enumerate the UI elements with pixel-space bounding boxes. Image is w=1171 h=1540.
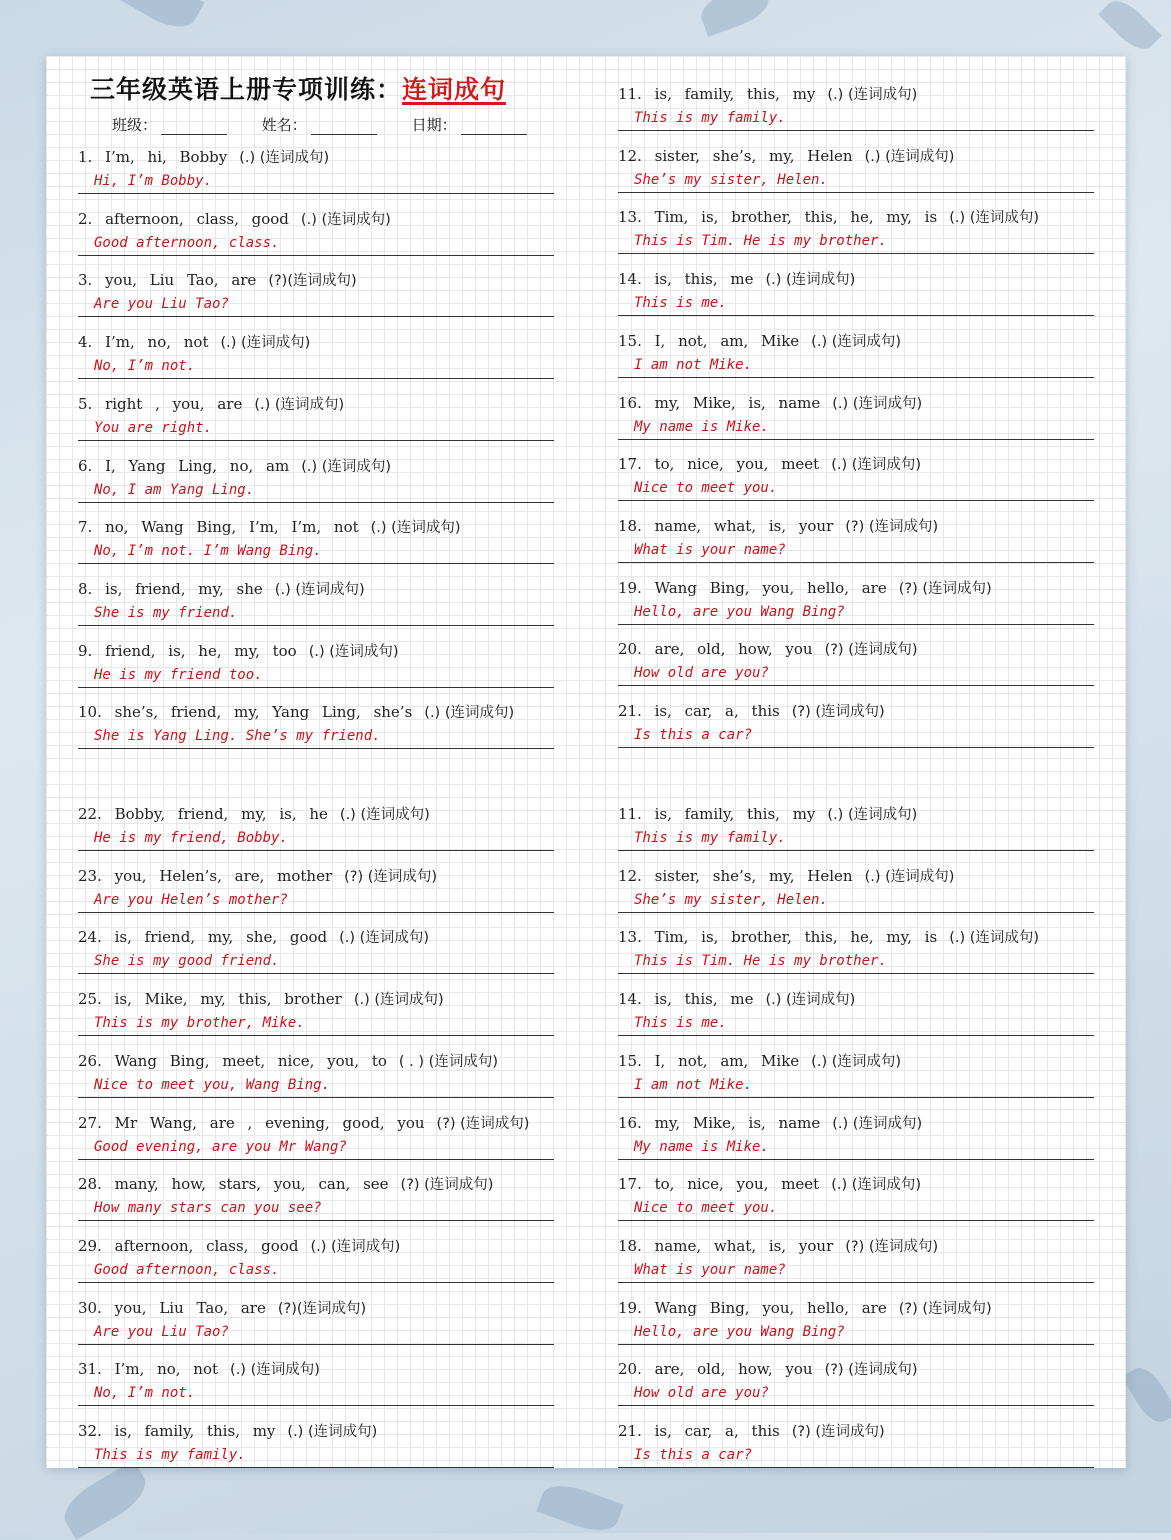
- answer-line: [78, 1159, 554, 1160]
- question-item: [618, 206, 1094, 268]
- question-item: [78, 865, 554, 927]
- question-instruction: (.) (连词成句): [832, 396, 923, 412]
- question-item: [78, 393, 554, 455]
- question-instruction: (?) (连词成句): [791, 1424, 885, 1440]
- question-words: 26. Wang Bing, meet, nice, you, to: [78, 1052, 387, 1070]
- answer-text: I am not Mike.: [634, 357, 753, 373]
- question-prompt: [78, 1112, 529, 1133]
- question-prompt: [78, 1358, 320, 1379]
- question-item: [78, 331, 554, 393]
- question-item: [618, 577, 1094, 639]
- question-words: 14. is, this, me: [618, 990, 754, 1008]
- question-prompt: [78, 393, 344, 414]
- class-field: [112, 116, 227, 134]
- answer-text: This is my brother, Mike.: [94, 1015, 305, 1031]
- question-words: 21. is, car, a, this: [618, 702, 780, 720]
- answer-text: My name is Mike.: [634, 1139, 769, 1155]
- question-instruction: (.) (连词成句): [811, 1054, 902, 1070]
- worksheet-page: [46, 56, 1126, 1468]
- question-prompt: [618, 1112, 922, 1133]
- question-item: [78, 1358, 554, 1420]
- question-words: 1. I’m, hi, Bobby: [78, 148, 228, 166]
- background-leaf: [536, 1477, 623, 1538]
- answer-text: She is my good friend.: [94, 953, 280, 969]
- question-prompt: [618, 1235, 938, 1256]
- question-item: [618, 700, 1094, 762]
- answer-text: I am not Mike.: [634, 1077, 753, 1093]
- answer-line: [618, 1344, 1094, 1345]
- question-prompt: [618, 330, 901, 351]
- question-prompt: [618, 638, 918, 659]
- question-prompt: [78, 1420, 377, 1441]
- question-prompt: [78, 701, 514, 722]
- question-item: [618, 145, 1094, 207]
- answer-text: Are you Helen’s mother?: [94, 892, 288, 908]
- question-prompt: [618, 453, 921, 474]
- background-leaf: [115, 0, 204, 37]
- question-words: 18. name, what, is, your: [618, 517, 834, 535]
- answer-text: No, I’m not.: [94, 358, 196, 374]
- answer-line: [618, 315, 1094, 316]
- question-instruction: (?) (连词成句): [898, 581, 992, 597]
- answer-line: [618, 500, 1094, 501]
- question-instruction: (?) (连词成句): [845, 1239, 939, 1255]
- answer-line: [78, 563, 554, 564]
- question-item: [618, 1050, 1094, 1112]
- question-item: [78, 988, 554, 1050]
- question-words: 22. Bobby, friend, my, is, he: [78, 805, 328, 823]
- answer-line: [618, 1159, 1094, 1160]
- answer-text: She’s my sister, Helen.: [634, 172, 828, 188]
- question-item: [618, 1173, 1094, 1235]
- answer-text: Hello, are you Wang Bing?: [634, 604, 845, 620]
- question-instruction: (.) (连词成句): [864, 149, 955, 165]
- answer-line: [618, 439, 1094, 440]
- question-item: [618, 83, 1094, 145]
- question-item: [618, 865, 1094, 927]
- question-words: 24. is, friend, my, she, good: [78, 928, 328, 946]
- answer-line: [78, 1220, 554, 1221]
- answer-text: This is me.: [634, 295, 727, 311]
- name-field: [262, 116, 377, 134]
- question-words: 32. is, family, this, my: [78, 1422, 276, 1440]
- question-prompt: [78, 640, 399, 661]
- question-words: 3. you, Liu Tao, are: [78, 271, 257, 289]
- title-main: 三年级英语上册专项训练：: [90, 75, 403, 104]
- answer-text: Is this a car?: [634, 727, 753, 743]
- question-words: 30. you, Liu Tao, are: [78, 1299, 266, 1317]
- title-highlight: 连词成句: [402, 75, 507, 104]
- answer-text: Are you Liu Tao?: [94, 1324, 229, 1340]
- question-item: [618, 1235, 1094, 1297]
- answer-line: [618, 1097, 1094, 1098]
- question-prompt: [618, 926, 1039, 947]
- answer-text: My name is Mike.: [634, 419, 769, 435]
- answer-line: [78, 502, 554, 503]
- answer-text: How old are you?: [634, 1385, 769, 1401]
- question-prompt: [78, 803, 430, 824]
- question-prompt: [78, 1297, 366, 1318]
- question-instruction: (.) (连词成句): [949, 930, 1040, 946]
- question-instruction: (.) (连词成句): [310, 1239, 401, 1255]
- answer-line: [78, 1097, 554, 1098]
- question-item: [618, 330, 1094, 392]
- student-info-row: [112, 114, 557, 135]
- question-prompt: [78, 455, 391, 476]
- question-words: 7. no, Wang Bing, I’m, I’m, not: [78, 518, 359, 536]
- answer-line: [78, 378, 554, 379]
- question-instruction: (.) (连词成句): [827, 87, 918, 103]
- answer-line: [618, 1467, 1094, 1468]
- answer-text: Are you Liu Tao?: [94, 296, 229, 312]
- question-item: [618, 803, 1094, 865]
- question-words: 13. Tim, is, brother, this, he, my, is: [618, 208, 938, 226]
- answer-line: [78, 1035, 554, 1036]
- question-item: [78, 803, 554, 865]
- question-instruction: (?) (连词成句): [824, 1362, 918, 1378]
- answer-line: [78, 687, 554, 688]
- question-instruction: (.) (连词成句): [287, 1424, 378, 1440]
- question-prompt: [618, 1050, 901, 1071]
- answer-text: Is this a car?: [634, 1447, 753, 1463]
- answer-line: [78, 973, 554, 974]
- question-prompt: [618, 392, 922, 413]
- date-blank[interactable]: [461, 134, 527, 135]
- answer-line: [78, 255, 554, 256]
- question-words: 17. to, nice, you, meet: [618, 455, 820, 473]
- question-item: [78, 516, 554, 578]
- question-prompt: [78, 331, 310, 352]
- answer-text: How old are you?: [634, 665, 769, 681]
- answer-line: [618, 377, 1094, 378]
- answer-line: [618, 130, 1094, 131]
- answer-line: [78, 850, 554, 851]
- answer-text: Nice to meet you.: [634, 1200, 778, 1216]
- question-words: 23. you, Helen’s, are, mother: [78, 867, 333, 885]
- answer-text: Good afternoon, class.: [94, 1262, 280, 1278]
- answer-line: [78, 193, 554, 194]
- question-instruction: ( . ) (连词成句): [398, 1054, 498, 1070]
- question-prompt: [618, 145, 954, 166]
- question-item: [78, 1235, 554, 1297]
- question-instruction: (?) (连词成句): [791, 704, 885, 720]
- question-words: 5. right , you, are: [78, 395, 243, 413]
- question-instruction: (.) (连词成句): [811, 334, 902, 350]
- question-item: [618, 392, 1094, 454]
- answer-text: He is my friend too.: [94, 667, 263, 683]
- answer-text: This is me.: [634, 1015, 727, 1031]
- answer-text: No, I am Yang Ling.: [94, 482, 255, 498]
- answer-text: She is Yang Ling. She’s my friend.: [94, 728, 381, 744]
- answer-line: [78, 625, 554, 626]
- question-words: 19. Wang Bing, you, hello, are: [618, 1299, 887, 1317]
- question-instruction: (.) (连词成句): [274, 582, 365, 598]
- question-item: [78, 1112, 554, 1174]
- answer-text: No, I’m not. I’m Wang Bing.: [94, 543, 322, 559]
- question-words: 19. Wang Bing, you, hello, are: [618, 579, 887, 597]
- question-instruction: (?) (连词成句): [898, 1301, 992, 1317]
- answer-line: [78, 1282, 554, 1283]
- question-words: 10. she’s, friend, my, Yang Ling, she’s: [78, 703, 413, 721]
- question-instruction: (.) (连词成句): [831, 457, 922, 473]
- question-item: [78, 701, 554, 763]
- answer-line: [78, 440, 554, 441]
- question-item: [78, 640, 554, 702]
- question-instruction: (.) (连词成句): [230, 1362, 320, 1378]
- question-prompt: [618, 865, 954, 886]
- date-label: 日期：: [411, 116, 457, 134]
- question-item: [618, 268, 1094, 330]
- question-instruction: (.) (连词成句): [254, 397, 345, 413]
- question-instruction: (.) (连词成句): [370, 520, 461, 536]
- question-words: 25. is, Mike, my, this, brother: [78, 990, 342, 1008]
- question-prompt: [618, 1297, 992, 1318]
- question-item: [618, 926, 1094, 988]
- answer-text: Good evening, are you Mr Wang?: [94, 1139, 347, 1155]
- question-item: [78, 146, 554, 208]
- answer-line: [618, 850, 1094, 851]
- question-prompt: [618, 803, 917, 824]
- question-item: [618, 638, 1094, 700]
- question-item: [78, 1420, 554, 1468]
- question-instruction: (.) (连词成句): [424, 705, 515, 721]
- question-words: 31. I’m, no, not: [78, 1360, 219, 1378]
- question-prompt: [618, 988, 855, 1009]
- question-instruction: (?) (连词成句): [824, 642, 918, 658]
- answer-line: [78, 912, 554, 913]
- question-prompt: [78, 1235, 400, 1256]
- question-prompt: [78, 578, 365, 599]
- question-item: [618, 988, 1094, 1050]
- answer-line: [618, 1405, 1094, 1406]
- question-item: [618, 1112, 1094, 1174]
- question-instruction: (?) (连词成句): [400, 1177, 494, 1193]
- question-instruction: (.) (连词成句): [339, 930, 429, 946]
- question-instruction: (?) (连词成句): [344, 869, 438, 885]
- class-blank[interactable]: [161, 134, 227, 135]
- question-words: 18. name, what, is, your: [618, 1237, 834, 1255]
- question-words: 20. are, old, how, you: [618, 640, 813, 658]
- question-instruction: (.) (连词成句): [864, 869, 955, 885]
- question-instruction: (.) (连词成句): [301, 459, 392, 475]
- question-prompt: [618, 700, 885, 721]
- answer-line: [618, 685, 1094, 686]
- answer-line: [618, 912, 1094, 913]
- question-item: [78, 455, 554, 517]
- question-words: 11. is, family, this, my: [618, 805, 816, 823]
- answer-text: No, I’m not.: [94, 1385, 196, 1401]
- answer-text: This is my family.: [94, 1447, 246, 1463]
- question-instruction: (?)(连词成句): [268, 273, 357, 289]
- name-blank[interactable]: [311, 134, 377, 135]
- answer-text: She is my friend.: [94, 605, 238, 621]
- question-item: [618, 453, 1094, 515]
- answer-line: [78, 1405, 554, 1406]
- question-instruction: (.) (连词成句): [239, 150, 330, 166]
- answer-line: [618, 747, 1094, 748]
- question-item: [618, 1420, 1094, 1468]
- answer-text: This is my family.: [634, 830, 786, 846]
- question-words: 28. many, how, stars, you, can, see: [78, 1175, 389, 1193]
- background-leaf: [1122, 1362, 1171, 1429]
- date-field: [412, 116, 527, 134]
- answer-text: This is my family.: [634, 110, 786, 126]
- question-words: 15. I, not, am, Mike: [618, 1052, 800, 1070]
- answer-text: What is your name?: [634, 542, 786, 558]
- question-words: 9. friend, is, he, my, too: [78, 642, 297, 660]
- class-label: 班级：: [112, 116, 158, 134]
- question-prompt: [78, 208, 391, 229]
- question-words: 4. I’m, no, not: [78, 333, 209, 351]
- question-instruction: (?) (连词成句): [436, 1116, 530, 1132]
- question-instruction: (.) (连词成句): [339, 807, 430, 823]
- question-prompt: [618, 268, 855, 289]
- question-words: 2. afternoon, class, good: [78, 210, 289, 228]
- question-prompt: [78, 865, 437, 886]
- answer-text: She’s my sister, Helen.: [634, 892, 828, 908]
- answer-text: This is Tim. He is my brother.: [634, 953, 887, 969]
- answer-line: [618, 562, 1094, 563]
- question-item: [618, 1297, 1094, 1359]
- question-prompt: [78, 1050, 498, 1071]
- answer-text: He is my friend, Bobby.: [94, 830, 288, 846]
- answer-line: [618, 192, 1094, 193]
- answer-line: [78, 1467, 554, 1468]
- question-prompt: [78, 988, 444, 1009]
- question-instruction: (.) (连词成句): [765, 272, 856, 288]
- question-item: [78, 1050, 554, 1112]
- question-prompt: [618, 206, 1039, 227]
- question-prompt: [78, 269, 357, 290]
- question-words: 21. is, car, a, this: [618, 1422, 780, 1440]
- question-instruction: (.) (连词成句): [831, 1177, 922, 1193]
- question-words: 16. my, Mike, is, name: [618, 394, 821, 412]
- question-prompt: [78, 516, 461, 537]
- question-words: 8. is, friend, my, she: [78, 580, 263, 598]
- answer-text: This is Tim. He is my brother.: [634, 233, 887, 249]
- answer-text: Hi, I’m Bobby.: [94, 173, 213, 189]
- question-prompt: [78, 926, 429, 947]
- question-words: 6. I, Yang Ling, no, am: [78, 457, 290, 475]
- question-words: 29. afternoon, class, good: [78, 1237, 299, 1255]
- name-label: 姓名：: [261, 116, 307, 134]
- answer-text: Nice to meet you.: [634, 480, 778, 496]
- question-item: [78, 208, 554, 270]
- background-leaf: [696, 0, 774, 37]
- answer-line: [618, 1035, 1094, 1036]
- answer-text: How many stars can you see?: [94, 1200, 322, 1216]
- question-instruction: (.) (连词成句): [353, 992, 444, 1008]
- question-words: 15. I, not, am, Mike: [618, 332, 800, 350]
- question-prompt: [618, 577, 992, 598]
- answer-line: [618, 1220, 1094, 1221]
- question-item: [78, 926, 554, 988]
- answer-line: [618, 1282, 1094, 1283]
- question-instruction: (.) (连词成句): [300, 212, 391, 228]
- question-instruction: (.) (连词成句): [765, 992, 856, 1008]
- question-words: 14. is, this, me: [618, 270, 754, 288]
- question-item: [78, 578, 554, 640]
- question-words: 20. are, old, how, you: [618, 1360, 813, 1378]
- background-leaf: [56, 1460, 154, 1540]
- worksheet-title: [90, 70, 506, 106]
- question-prompt: [618, 515, 938, 536]
- question-words: 27. Mr Wang, are , evening, good, you: [78, 1114, 425, 1132]
- question-words: 12. sister, she’s, my, Helen: [618, 147, 853, 165]
- question-words: 16. my, Mike, is, name: [618, 1114, 821, 1132]
- answer-line: [78, 1344, 554, 1345]
- answer-line: [618, 253, 1094, 254]
- question-item: [618, 1358, 1094, 1420]
- answer-text: Nice to meet you, Wang Bing.: [94, 1077, 331, 1093]
- question-item: [78, 1173, 554, 1235]
- answer-line: [618, 973, 1094, 974]
- question-instruction: (.) (连词成句): [832, 1116, 923, 1132]
- question-prompt: [618, 1358, 918, 1379]
- question-words: 12. sister, she’s, my, Helen: [618, 867, 853, 885]
- answer-text: Hello, are you Wang Bing?: [634, 1324, 845, 1340]
- question-words: 17. to, nice, you, meet: [618, 1175, 820, 1193]
- question-prompt: [78, 1173, 493, 1194]
- question-words: 11. is, family, this, my: [618, 85, 816, 103]
- question-item: [78, 1297, 554, 1359]
- answer-text: What is your name?: [634, 1262, 786, 1278]
- answer-text: You are right.: [94, 420, 213, 436]
- question-instruction: (.) (连词成句): [308, 644, 399, 660]
- question-words: 13. Tim, is, brother, this, he, my, is: [618, 928, 938, 946]
- answer-line: [78, 748, 554, 749]
- question-item: [618, 515, 1094, 577]
- answer-line: [618, 624, 1094, 625]
- question-instruction: (.) (连词成句): [827, 807, 918, 823]
- background-leaf: [1098, 0, 1162, 57]
- question-instruction: (.) (连词成句): [220, 335, 311, 351]
- question-instruction: (.) (连词成句): [949, 210, 1040, 226]
- question-instruction: (?) (连词成句): [845, 519, 939, 535]
- question-prompt: [618, 1173, 921, 1194]
- question-prompt: [618, 1420, 885, 1441]
- answer-line: [78, 316, 554, 317]
- question-prompt: [78, 146, 329, 167]
- answer-text: Good afternoon, class.: [94, 235, 280, 251]
- question-item: [78, 269, 554, 331]
- question-prompt: [618, 83, 917, 104]
- question-instruction: (?)(连词成句): [277, 1301, 367, 1317]
